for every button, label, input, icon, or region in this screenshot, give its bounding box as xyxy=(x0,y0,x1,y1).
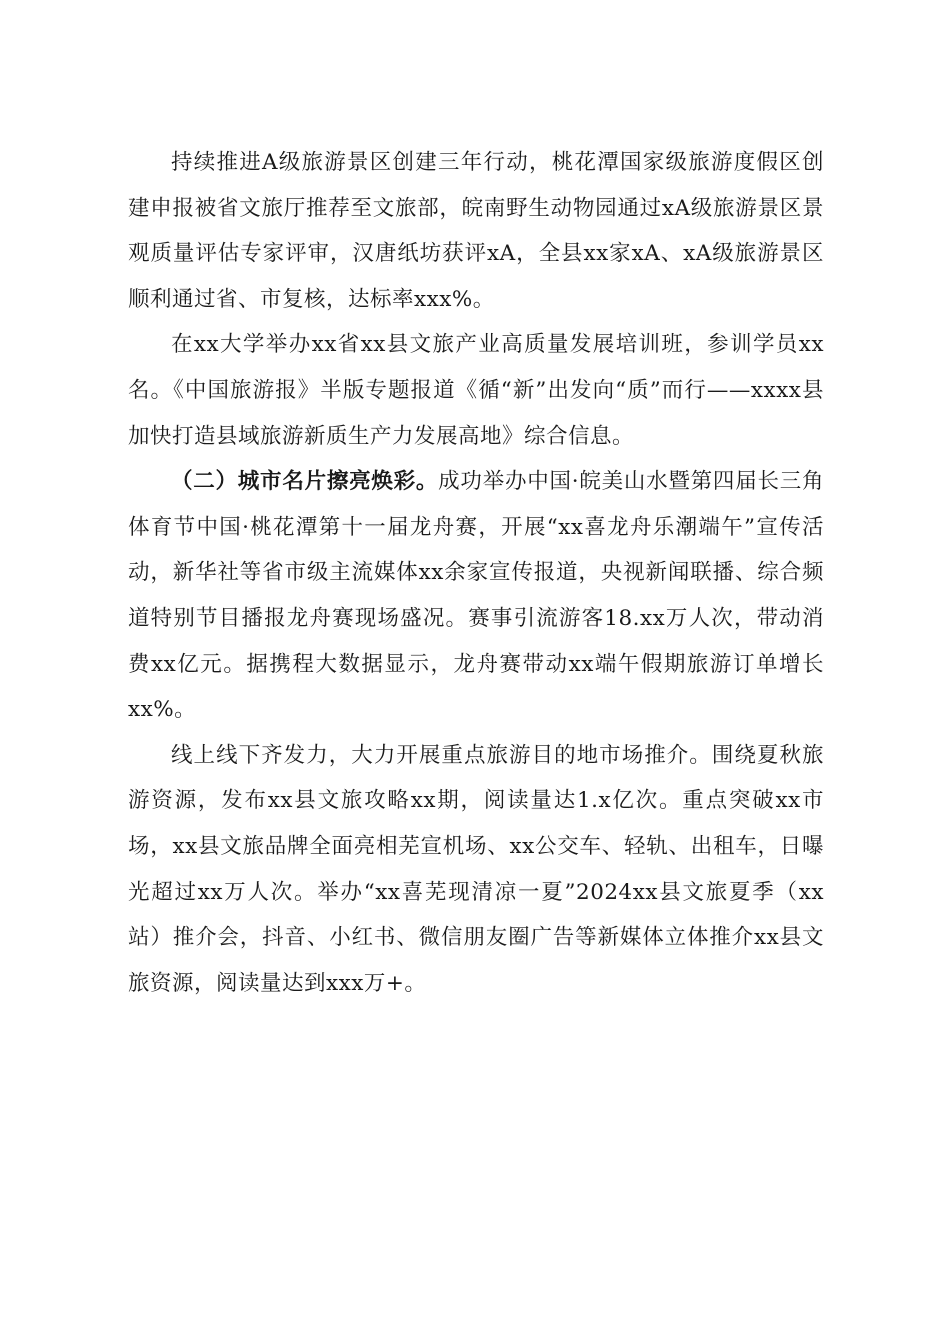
paragraph-city-card xyxy=(128,459,824,733)
paragraph-training-course xyxy=(128,322,824,459)
paragraph-text: 在xx大学举办xx省xx县文旅产业高质量发展培训班，参训学员xx名。《中国旅游报》半版专题报道《循“新”出发向“质”而行——xxxx县加快打造县域旅游新质生产力发展高地》综合信息。 xyxy=(128,332,824,449)
section-heading: （二）城市名片擦亮焕彩。 xyxy=(171,469,439,495)
paragraph-market-promotion xyxy=(128,733,824,1007)
paragraph-text: 持续推进A级旅游景区创建三年行动，桃花潭国家级旅游度假区创建申报被省文旅厅推荐至文旅部，皖南野生动物园通过xA级旅游景区景观质量评估专家评审，汉唐纸坊获评xA，全县xx家xA、xA级旅游景区顺利通过省、市复核，达标率xxx%。 xyxy=(128,150,824,312)
paragraph-text: 成功举办中国·皖美山水暨第四届长三角体育节中国·桃花潭第十一届龙舟赛，开展“xx喜龙舟乐潮端午”宣传活动，新华社等省市级主流媒体xx余家宣传报道，央视新闻联播、综合频道特别节目播报龙舟赛现场盛况。赛事引流游客18.xx万人次，带动消费xx亿元。据携程大数据显示，龙舟赛带动xx端午假期旅游订单增长xx%。 xyxy=(128,469,824,723)
paragraph-a-level-scenic-areas xyxy=(128,140,824,322)
paragraph-text: 线上线下齐发力，大力开展重点旅游目的地市场推介。围绕夏秋旅游资源，发布xx县文旅攻略xx期，阅读量达1.x亿次。重点突破xx市场，xx县文旅品牌全面亮相芜宣机场、xx公交车、轻轨、出租车，日曝光超过xx万人次。举办“xx喜芜现清凉一夏”2024xx县文旅夏季（xx站）推介会，抖音、小红书、微信朋友圈广告等新媒体立体推介xx县文旅资源，阅读量达到xxx万+。 xyxy=(128,742,824,996)
document-page xyxy=(128,140,824,1006)
